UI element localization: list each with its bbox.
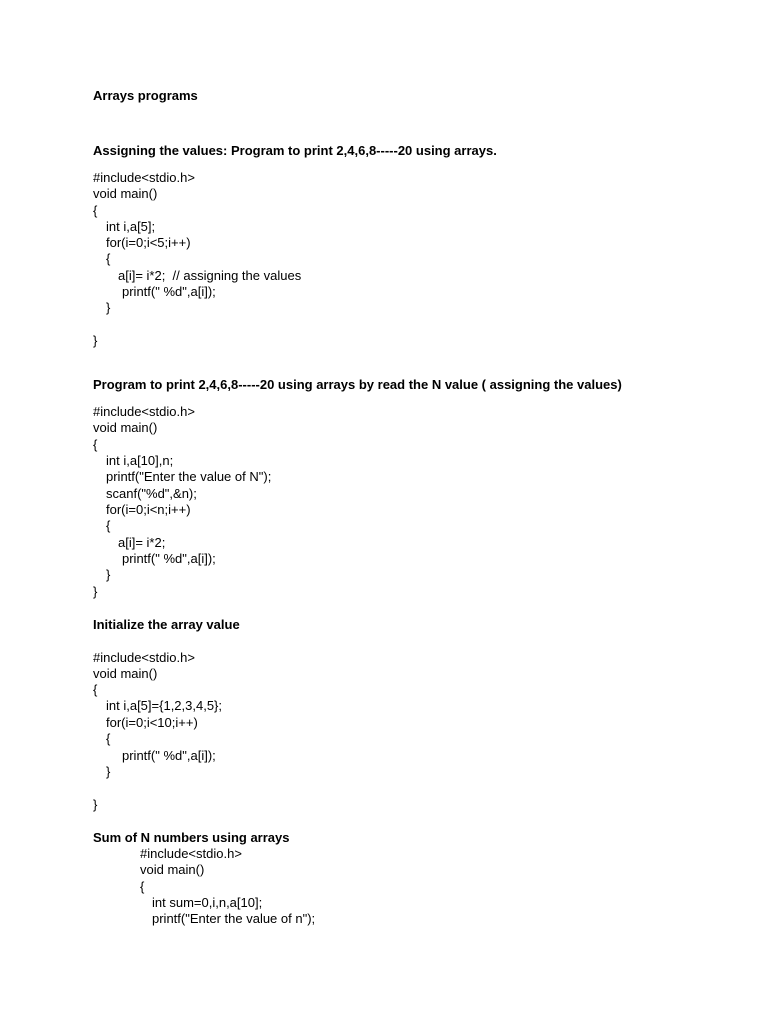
section-heading: Initialize the array value bbox=[93, 617, 240, 632]
section-heading: Sum of N numbers using arrays bbox=[93, 830, 290, 845]
code-line: } bbox=[93, 584, 98, 599]
code-line: for(i=0;i<n;i++) bbox=[106, 502, 191, 517]
code-line: printf(" %d",a[i]); bbox=[122, 284, 216, 299]
code-line: #include<stdio.h> bbox=[140, 846, 242, 861]
code-line: void main() bbox=[93, 186, 158, 201]
code-line: a[i]= i*2; // assigning the values bbox=[118, 268, 302, 283]
section-heading: Program to print 2,4,6,8-----20 using arrays by read the N value ( assigning the values) bbox=[93, 377, 622, 392]
code-line: void main() bbox=[140, 862, 205, 877]
code-line: int i,a[10],n; bbox=[106, 453, 174, 468]
code-line: printf(" %d",a[i]); bbox=[122, 551, 216, 566]
code-line: { bbox=[93, 437, 98, 452]
code-line: printf("Enter the value of N"); bbox=[106, 469, 272, 484]
code-line: void main() bbox=[93, 666, 158, 681]
code-line: { bbox=[140, 879, 145, 894]
code-line: { bbox=[106, 731, 111, 746]
code-line: int i,a[5]; bbox=[106, 219, 156, 234]
code-line: } bbox=[106, 300, 111, 315]
code-line: { bbox=[106, 518, 111, 533]
code-line: printf("Enter the value of n"); bbox=[152, 911, 316, 926]
code-line: } bbox=[93, 333, 98, 348]
code-line: { bbox=[106, 251, 111, 266]
code-line: } bbox=[106, 764, 111, 779]
code-line: a[i]= i*2; bbox=[118, 535, 166, 550]
code-line: int sum=0,i,n,a[10]; bbox=[152, 895, 263, 910]
page-title: Arrays programs bbox=[93, 88, 198, 103]
code-line: { bbox=[93, 682, 98, 697]
code-line: } bbox=[106, 567, 111, 582]
section-heading: Assigning the values: Program to print 2,4,6,8-----20 using arrays. bbox=[93, 143, 497, 158]
code-line: int i,a[5]={1,2,3,4,5}; bbox=[106, 698, 223, 713]
code-line: #include<stdio.h> bbox=[93, 404, 195, 419]
code-line: for(i=0;i<5;i++) bbox=[106, 235, 191, 250]
code-line: for(i=0;i<10;i++) bbox=[106, 715, 198, 730]
code-line: } bbox=[93, 797, 98, 812]
code-line: void main() bbox=[93, 420, 158, 435]
code-line: { bbox=[93, 203, 98, 218]
code-line: printf(" %d",a[i]); bbox=[122, 748, 216, 763]
code-line: #include<stdio.h> bbox=[93, 170, 195, 185]
code-line: #include<stdio.h> bbox=[93, 650, 195, 665]
code-line: scanf("%d",&n); bbox=[106, 486, 197, 501]
